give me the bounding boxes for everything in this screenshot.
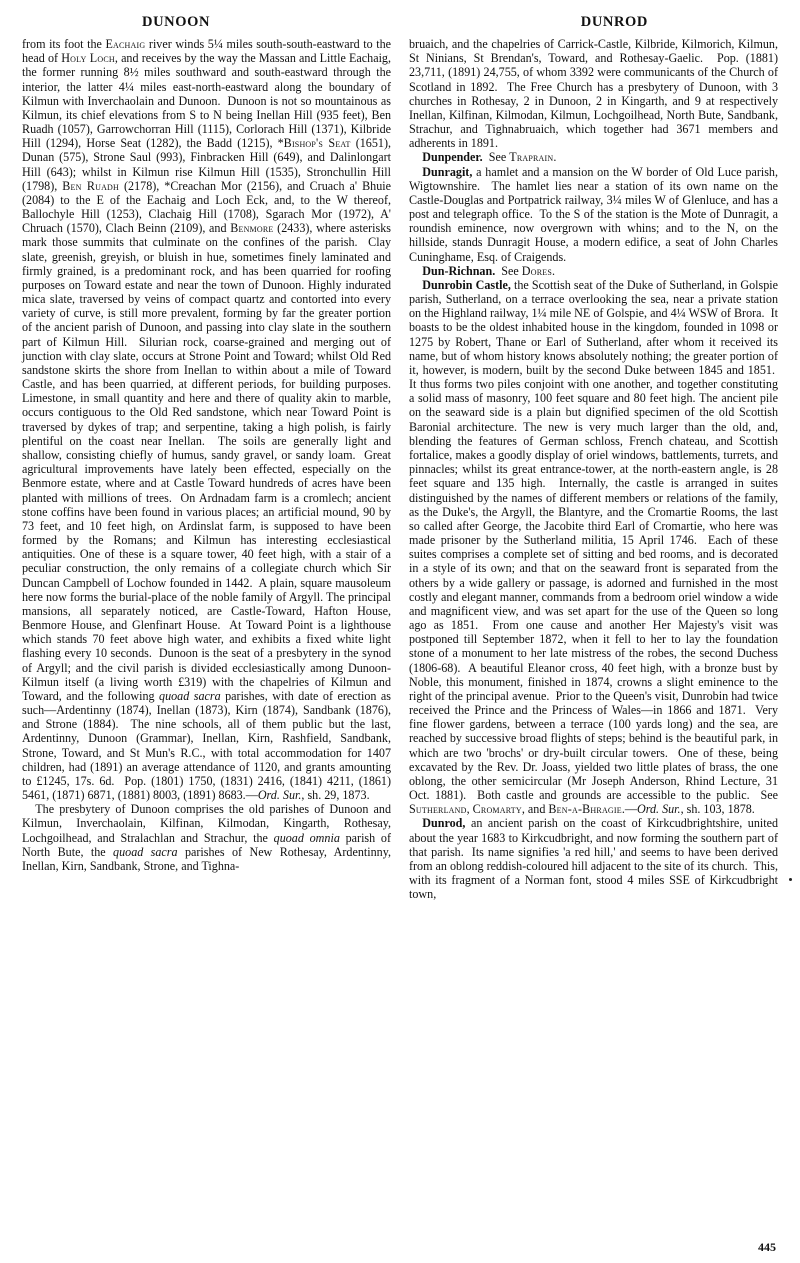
dunoon-presbytery: The presbytery of Dunoon comprises the old parishes of Dunoon and Kilmun, Inverchaolain, Kilfinan, Kilmodan, Kingarth, Rothesay, Lochgoilhead, and Stralachlan and Strachur, the quoad omnia parish of North Bute, the quoad sacra parishes of New Rothesay, Ardentinny, Inellan, Kirn, Sandbank, Strone, and Tighna-	[22, 802, 392, 873]
running-head-right: DUNROD	[580, 14, 648, 30]
entry-dunrod: Dunrod, an ancient parish on the coast of Kirkcudbrightshire, united about the year 1683 to Kirkcudbright, and now forming the southern part of that parish. Its name signifies 'a red hill,' and seems to have been derived from an oblong reddish-coloured hill adjacent to the site of its church. This, with its fragment of a Norman font, stood 4 miles SSE of Kirkcudbright town,	[409, 816, 778, 902]
running-head-left: DUNOON	[142, 14, 211, 30]
bruaich-continued: bruaich, and the chapelries of Carrick-Castle, Kilbride, Kilmorich, Kilmun, St Ninians, St Brendan's, Toward, and Rothesay-Gaelic. Pop. (1881) 23,711, (1891) 24,755, of whom 3392 were communicants of the Church of Scotland in 1892. The Free Church has a presbytery of Dunoon, with 3 churches in Rothesay, 2 in Dunoon, 2 in Kingarth, and 9 at respectively Inellan, Kilfinan, Kilmodan, Kilmun, Lochgoilhead, North Bute, Sandbank, Strachur, and Tighnabruaich, which together had 3671 members and adherents in 1891.	[409, 37, 778, 151]
entry-dun-richnan: Dun-Richnan. See Dores.	[422, 263, 555, 278]
entry-dunrobin-castle: Dunrobin Castle, the Scottish seat of the Duke of Sutherland, in Golspie parish, Sutherland, on a terrace overlooking the sea, near a private station on the Highland railway, 1¼ mile NE of Golspie, and 4¼ WSW of Brora. It boasts to be the oldest inhabited house in the kingdom, founded in 1098 or 1275 by Robert, Thane or Earl of Sutherland, after whom it received its name, but of whom history knows absolutely nothing; the greater portion of it, however, is modern, built by the second Duke between 1845 and 1851. It thus forms two piles conjoint with one another, and together constituting a solid mass of masonry, 100 feet square and 80 feet high. The ancient pile on the seaward side is a plain but dignified specimen of the old Scottish Baronial architecture. The new is very much larger than the old, and, blending the features of German schloss, French chateau, and Scottish fortalice, makes a goodly display of oriel windows, battlements, turrets, and pinnacles; whilst its great entrance-tower, at the north-eastern angle, is 28 feet square and 135 high. Internally, the castle is arranged in suites distinguished by the names of different members or relations of the family, as the Duke's, the Argyll, the Blantyre, and the Cromartie Rooms, the last so called after George, the Jacobite third Earl of Cromartie, who here was made prisoner by the Sutherland militia, 15 April 1746. Each of these suites comprises a complete set of sitting and bed rooms, and is decorated in a style of its own; and that on the seaward front is separated from the others by a wide gallery or passage, is adorned and furnished in the most costly and elegant manner, commands from a bedroom oriel window a wide and magnificent view, and was set apart for the use of the Queen so long ago as 1851. From one cause and another Her Majesty's visit was postponed till September 1872, when it fell to her to lay the foundation stone of a monument to her late mistress of the robes, the second Duchess (1806-68). A beautiful Eleanor cross, 40 feet high, with a bronze bust by Noble, this monument, finished in 1874, crowns a slight eminence to the right of the principal avenue. Prior to the Queen's visit, Dunrobin had twice received the Prince and the Princess of Wales—in 1866 and 1871. Very fine flower gardens, between a terrace (100 yards long) and the sea, are reached by successive broad flights of steps; behind is the beautiful park, in which are two 'brochs' or dry-built circular towers. One of these, being excavated by the Rev. Dr. Joass, yielded two little plates of brass, the one oblong, the other semicircular (Mr Joseph Anderson, Rhind Lecture, 31 Oct. 1881). Both castle and grounds are accessible to the public. See Sutherland, Cromarty, and Ben-a-Bhragie.—Ord. Sur., sh. 103, 1878.	[409, 277, 778, 817]
page-edge-mark	[789, 878, 792, 881]
dunoon-continued: from its foot the Eachaig river winds 5¼ miles south-south-eastward to the head of Holy Loch, and receives by the way the Massan and Little Eachaig, the former running 8½ miles southward and south-eastward through the interior, the latter 4¼ miles east-north-eastward along the boundary of Kilmun with Inverchaolain and Dunoon. Dunoon is not so mountainous as Kilmun, its chief elevations from S to N being Inellan Hill (935 feet), Ben Ruadh (1057), Garrowchorran Hill (1115), Corlorach Hill (1371), Kilbride Hill (1294), Horse Seat (1282), the Badd (1215), *Bishop's Seat (1651), Dunan (575), Strone Saul (993), Finbracken Hill (649), and Dalinlongart Hill (643); whilst in Kilmun rise Kilmun Hill (1535), Stronchullin Hill (1798), Ben Ruadh (2178), *Creachan Mor (2156), and Cruach a' Bhuie (2084) to the E of the Eachaig and Loch Eck, and, to the W thereof, Ballochyle Hill (1253), Clachaig Hill (1708), Sgarach Mor (1972), A' Chruach (1570), Clach Beinn (2109), and Benmore (2433), where asterisks mark those summits that culminate on the confines of the parish. Clay slate, greenish, greyish, or bluish in hue, sometimes finely laminated and firmly grained, is a predominant rock, and has been quarried for roofing purposes on Toward estate and near the town of Dunoon. Highly indurated mica slate, traversed by veins of compact quartz and contorted into every variety of curve, is still more prevalent, forming by far the greater portion of the ancient parish of Dunoon, and passing into clay slate in the southern part of Kilmun Hill. Silurian rock, coarse-grained and merging out of junction with clay slate, occurs at Strone Point and Toward; whilst Old Red sandstone skirts the shore from Inellan to within about a mile of Toward Castle, and has been quarried, at different periods, for building purposes. Limestone, in small quantity and here and there of quality akin to marble, occurs contiguous to the Old Red sandstone, which near Toward Point is traversed by dykes of trap; and serpentine, taking a high polish, is fairly plentiful on the coast near Inellan. The soils are generally light and shallow, consisting chiefly of humus, sandy gravel, or sandy loam. Great agricultural improvements have lately been effected, especially on the Benmore estate, where and at Castle Toward hundreds of acres have been planted with millions of trees. On Ardnadam farm is a cromlech; ancient stone coffins have been found in various places; an artificial mound, 90 by 73 feet, and 10 feet high, on Ardinslat farm, is supposed to have been formed by the Romans; and Kilmun has interesting ecclesiastical antiquities. One of these is a square tower, 40 feet high, with a stair of a peculiar construction, the only remains of a collegiate church which Sir Duncan Campbell of Lochow founded in 1442. A plain, square mausoleum here now forms the burial-place of the noble family of Argyll. The principal mansions, all separately noticed, are Castle-Toward, Hafton House, Benmore House, and Glenfinart House. At Toward Point is a lighthouse which stands 70 feet above high water, and exhibits a fixed white light flashing every 10 seconds. Dunoon is the seat of a presbytery in the synod of Argyll; and the civil parish is divided ecclesiastically among Dunoon-Kilmun itself (a living worth £319) with the chapelries of Kilmun and Toward, and the following quoad sacra parishes, with date of erection as such—Ardentinny (1874), Inellan (1873), Kirn (1874), Sandbank (1876), and Strone (1884). The nine schools, all of them public but the last, Ardentinny, Dunoon (Grammar), Inellan, Kirn, Rashfield, Sandbank, Strone, Toward, and St Mun's R.C., with total accommodation for 1407 children, had (1891) an average attendance of 1120, and grants amounting to £1245, 17s. 6d. Pop. (1801) 1750, (1831) 2416, (1841) 4211, (1861) 5461, (1871) 6871, (1881) 8003, (1891) 8683.—Ord. Sur., sh. 29, 1873.	[22, 37, 392, 803]
entry-dunpender: Dunpender. See Traprain.	[422, 150, 557, 165]
running-heads	[22, 14, 778, 31]
two-column-body	[22, 37, 778, 901]
entry-dunragit: Dunragit, a hamlet and a mansion on the W border of Old Luce parish, Wigtownshire. The hamlet lies near a station of its own name on the Castle-Douglas and Portpatrick railway, 3¼ miles W of Glenluce, and has a post and telegraph office. To the S of the station is the Mote of Dunragit, a roundish eminence, now overgrown with whins; and to the N, on the hillside, stands Dunragit House, a modern edifice, a seat of John Charles Cuninghame, Esq. of Craigends.	[409, 164, 778, 264]
left-column	[22, 37, 391, 873]
page-number: 445	[758, 1240, 776, 1254]
right-column	[409, 37, 778, 901]
